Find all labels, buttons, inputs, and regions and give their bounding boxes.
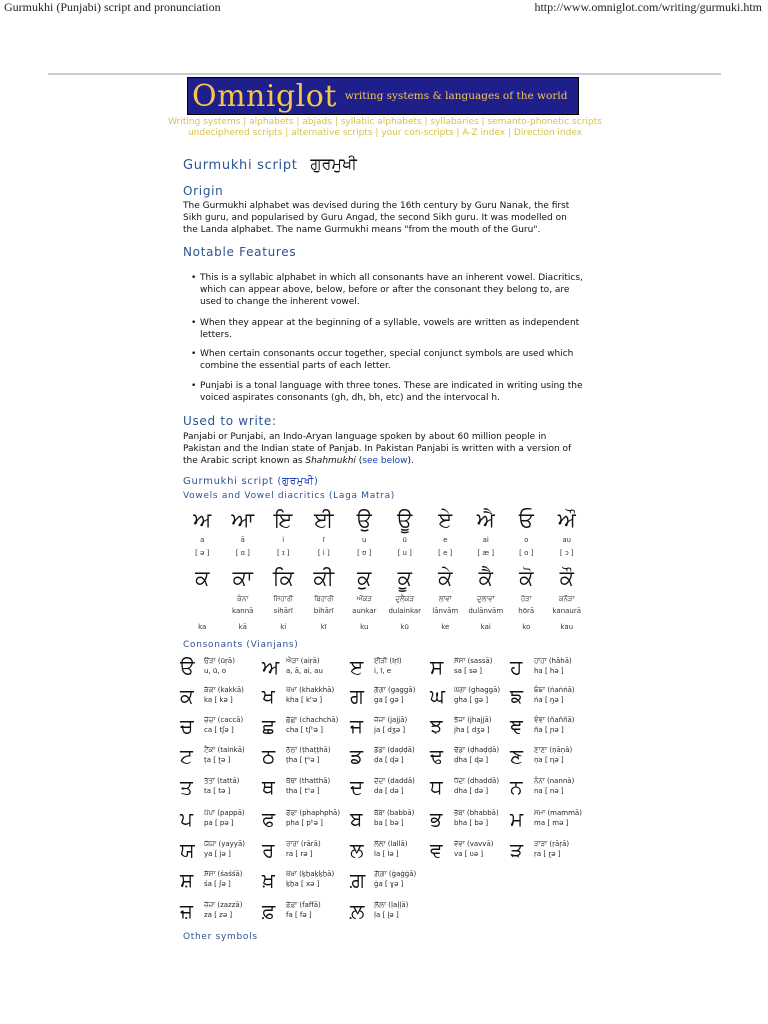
consonant-name: ਖੱਖਾ (khakkhā) <box>286 686 335 694</box>
consonant-letter: ਗ਼ <box>350 868 366 892</box>
diacritic-letter: ਕੋ <box>519 566 534 590</box>
diacritic-name <box>182 607 223 615</box>
vowel-ipa: [ o ] <box>519 549 534 557</box>
consonant-name: ਢੱਡਾ (ḍhaḍḍā) <box>454 746 500 754</box>
vowel-letter: ਓ <box>518 508 534 532</box>
consonant-translit: ña [ ɲə ] <box>534 726 564 734</box>
consonant-name: ਠੱਠਾ (ṭhaṭṭhā) <box>286 746 331 754</box>
consonant-letter: ਤ <box>180 775 193 799</box>
consonant-name: ਖ਼ੱਖ਼ਾ (ḵẖaḵḵẖā) <box>286 870 335 878</box>
vowels-heading: Vowels and Vowel diacritics (Laga Matra) <box>183 491 395 501</box>
consonant-translit: jha [ dʒə ] <box>454 726 490 734</box>
diacritic-letter: ਕੈ <box>478 566 493 590</box>
consonant-name: ਯੱਯਾ (yayyā) <box>204 840 245 848</box>
consonant-translit: ta [ tə ] <box>204 787 231 795</box>
vowel-translit: a <box>200 536 205 544</box>
consonant-name: ਲੱਲਾ (lallā) <box>374 840 408 848</box>
consonant-letter: ਮ <box>510 807 524 831</box>
consonant-name: ਵੱਵਾ (vavvā) <box>454 840 494 848</box>
page-heading <box>183 154 357 174</box>
diacritic-native-name: ਲਾਂਵਾਂ <box>438 595 452 603</box>
see-below-link[interactable]: see below <box>362 456 408 466</box>
vowel-letter: ਉ <box>356 508 372 532</box>
vowel-ipa: [ u ] <box>397 549 412 557</box>
vowel-ipa-row <box>182 549 587 557</box>
consonant-name: ਰਾਰਾ (rārā) <box>286 840 321 848</box>
diacritic-examples-row <box>182 623 587 631</box>
diacritic-example: kī <box>320 623 327 631</box>
vowel-translit: ai <box>482 536 489 544</box>
diacritic-name: hōrā <box>518 607 535 615</box>
consonant-translit: ra [ rə ] <box>286 850 313 858</box>
consonant-letter: ਠ <box>262 744 276 768</box>
consonant-letter: ਖ਼ <box>262 868 275 892</box>
diacritic-example: ke <box>441 623 450 631</box>
consonant-name: ੜਾੜਾ (ṛāṛā) <box>534 840 570 848</box>
consonant-translit: ba [ bə ] <box>374 819 404 827</box>
consonant-cell <box>350 900 454 922</box>
diacritic-letter: ਕ <box>195 566 210 590</box>
consonant-name: ਲ਼ੱਲ਼ਾ (ḷaḷḷā) <box>374 901 409 909</box>
consonant-translit: ca [ tʃə ] <box>204 726 234 734</box>
vowel-translit: e <box>443 536 448 544</box>
consonant-name: ਝੱਜਾ (jhajjā) <box>454 716 492 724</box>
diacritic-native-name: ਦੁਲੈਂਕੜ <box>395 595 415 603</box>
consonant-cell <box>510 685 614 707</box>
consonant-letter: ਘ <box>430 684 445 708</box>
diacritic-name: dulainkar <box>388 607 422 615</box>
diacritic-name: aunkar <box>352 607 377 615</box>
consonant-letter: ਵ <box>430 838 443 862</box>
used-heading: Used to write: <box>183 414 277 428</box>
consonant-cell <box>510 839 614 861</box>
vowel-ipa: [ ə ] <box>195 549 210 557</box>
consonant-name: ਐੜਾ (aiṛā) <box>286 657 320 665</box>
diacritic-native-name: ਦੁਲਾਵਾਂ <box>476 595 495 603</box>
diacritic-letter: ਕੌ <box>559 566 574 590</box>
consonant-translit: la [ lə ] <box>374 850 399 858</box>
consonant-name: ਞੰਞਾ (ñaññā) <box>534 716 575 724</box>
diacritic-native-name: ਸਿਹਾਰੀ <box>273 595 294 603</box>
consonant-letter: ਟ <box>180 744 193 768</box>
vowel-ipa: [ ɑ ] <box>235 549 250 557</box>
nav-links-line2[interactable]: undeciphered scripts | alternative scripts | your con-scripts | A-Z index | Direction index <box>187 128 583 138</box>
feature-item: • Punjabi is a tonal language with three tones. These are indicated in writing using the voiced aspirates consonants (gh, dh, bh, etc) and the intervocal h. <box>200 380 586 404</box>
vowel-translit: i <box>282 536 285 544</box>
consonant-name: ਬੱਬਾ (babbā) <box>374 809 415 817</box>
origin-heading: Origin <box>183 184 224 198</box>
diacritic-example: ka <box>198 623 207 631</box>
consonant-letter: ਢ <box>430 744 444 768</box>
feature-item: • This is a syllabic alphabet in which all consonants have an inherent vowel. Diacritics, which can appear above, below, before or after the consonant they belong to, are used to change the inherent vowel. <box>200 272 586 308</box>
diacritic-example: kū <box>400 623 409 631</box>
vowel-letter: ਇ <box>274 508 293 532</box>
consonant-letter: ਸ <box>430 655 444 679</box>
consonant-translit: ha [ hə ] <box>534 667 564 675</box>
vowel-translit: u <box>362 536 367 544</box>
consonant-letter: ਪ <box>180 807 193 831</box>
diacritic-native-name: ਕੰਨਾ <box>237 595 249 603</box>
vowel-translit: ī <box>322 536 325 544</box>
consonant-translit: ṛa [ ɽə ] <box>534 850 561 858</box>
script-heading <box>183 476 319 487</box>
diacritic-letters-row <box>182 566 587 590</box>
vowel-letter: ਆ <box>231 508 255 532</box>
consonant-translit: da [ də ] <box>374 787 404 795</box>
consonant-name: ਟੈਂਕਾ (tainkā) <box>204 746 245 754</box>
consonant-letter: ਧ <box>430 775 443 799</box>
vowel-ipa: [ e ] <box>438 549 453 557</box>
consonant-letter: ਖ <box>262 684 275 708</box>
consonant-letter: ਬ <box>350 807 363 831</box>
consonant-letter: ੜ <box>510 838 524 862</box>
consonant-translit: pa [ pə ] <box>204 819 234 827</box>
page-heading-native: ਗੁਰਮੁਖੀ <box>310 154 357 173</box>
diacritic-example: kau <box>560 623 574 631</box>
diacritic-name: kannā <box>232 607 254 615</box>
consonant-letter: ਕ <box>180 684 194 708</box>
vowel-translit: ā <box>240 536 245 544</box>
consonant-letter: ਫ <box>262 807 276 831</box>
consonant-name: ਮੱਮਾ (mammā) <box>534 809 582 817</box>
consonant-letter: ਦ <box>350 775 364 799</box>
used-text <box>183 431 583 467</box>
consonant-translit: ġa [ ɣə ] <box>374 880 404 888</box>
diacritic-letter: ਕਿ <box>272 566 294 590</box>
consonant-cell <box>510 745 614 767</box>
consonant-name: ਹਾਹਾ (hāhā) <box>534 657 572 665</box>
diacritic-native-name: ਹੋੜਾ <box>520 595 532 603</box>
consonant-translit: śa [ ʃə ] <box>204 880 231 888</box>
origin-text: The Gurmukhi alphabet was devised during the 16th century by Guru Nanak, the first Sikh guru, and popularised by Guru Angad, the second Sikh guru. It was modelled on the Landa alphabet. The name Gurmukhi means "from the mouth of the Guru". <box>183 201 570 235</box>
consonant-cell <box>510 776 614 798</box>
consonant-letter: ਜ <box>350 714 364 738</box>
consonant-name: ਕੱਕਾ (kakkā) <box>204 686 244 694</box>
consonant-name: ਪੱਪਾ (pappā) <box>204 809 245 817</box>
consonant-letter: ੲ <box>350 655 364 679</box>
consonant-name: ਜੱਜਾ (jajjā) <box>374 716 408 724</box>
consonant-translit: ja [ dʒə ] <box>374 726 406 734</box>
diacritic-names-row <box>182 607 587 615</box>
consonant-translit: za [ zə ] <box>204 911 233 919</box>
consonant-translit: na [ nə ] <box>534 787 564 795</box>
consonant-cell <box>510 656 614 678</box>
feature-item: • When certain consonants occur together, special conjunct symbols are used which combine the essential parts of each letter. <box>200 348 586 372</box>
diacritic-native-name: ਔਂਕੜ <box>356 595 372 603</box>
diacritic-example: kai <box>480 623 491 631</box>
banner-tagline: writing systems & languages of the world <box>344 90 568 102</box>
vowel-letter: ਏ <box>438 508 453 532</box>
consonant-name: ਈੜੀ (īṛī) <box>374 657 402 665</box>
features-heading: Notable Features <box>183 245 297 259</box>
consonant-name: ਫੱਫਾ (phaphphā) <box>286 809 341 817</box>
consonant-letter: ਗ <box>350 684 364 708</box>
consonant-name: ਧੱਦਾ (dhaddā) <box>454 777 500 785</box>
consonant-translit: va [ ʋə ] <box>454 850 484 858</box>
diacritic-example: ko <box>522 623 531 631</box>
diacritic-letter: ਕੁ <box>357 566 372 590</box>
consonant-name: ਡੱਡਾ (ḍaḍḍā) <box>374 746 415 754</box>
consonant-translit: fa [ fə ] <box>286 911 312 919</box>
vowel-ipa: [ ɔ ] <box>559 549 574 557</box>
consonant-letter: ਞ <box>510 714 523 738</box>
vowel-letter: ਔ <box>557 508 576 532</box>
consonant-translit: ma [ mə ] <box>534 819 569 827</box>
vowel-translit: ū <box>402 536 407 544</box>
consonant-name: ਘੱਗਾ (ghaggā) <box>454 686 501 694</box>
diacritic-letter: ਕੀ <box>313 566 335 590</box>
consonant-name: ਛੱਛਾ (chachchā) <box>286 716 339 724</box>
banner-logo: Omniglot <box>192 78 337 114</box>
diacritic-name: bihārī <box>313 607 334 615</box>
consonant-translit: a, ā, ai, au <box>286 667 323 675</box>
diacritic-native-names-row <box>182 595 587 604</box>
consonant-letter: ਲ਼ <box>350 899 365 923</box>
vowel-translit-row <box>182 536 587 544</box>
consonant-cell <box>510 715 614 737</box>
consonant-translit: bha [ bə ] <box>454 819 489 827</box>
consonant-letter: ਜ਼ <box>180 899 194 923</box>
diacritic-example: kā <box>238 623 247 631</box>
diacritic-native-name: ਕਨੌੜਾ <box>558 595 575 603</box>
script-heading-close: ) <box>313 476 319 487</box>
vowel-translit: au <box>562 536 572 544</box>
consonant-name: ਥੱਥਾ (thatthā) <box>286 777 331 785</box>
vowel-translit: o <box>524 536 529 544</box>
consonant-name: ਭੱਬਾ (bhabbā) <box>454 809 499 817</box>
diacritic-name: kanaurā <box>552 607 582 615</box>
consonant-translit: i, ī, e <box>374 667 392 675</box>
consonant-translit: ya [ jə ] <box>204 850 231 858</box>
consonant-name: ੳੜਾ (ūṛā) <box>204 657 235 665</box>
consonant-translit: ṇa [ ɳə ] <box>534 756 564 764</box>
page-heading-text: Gurmukhi script <box>183 158 298 173</box>
vowel-letter: ਈ <box>314 508 334 532</box>
consonant-translit: ga [ gə ] <box>374 696 404 704</box>
consonant-translit: kha [ kʰə ] <box>286 696 323 704</box>
consonant-letter: ਹ <box>510 655 523 679</box>
other-symbols-heading: Other symbols <box>183 932 258 942</box>
consonant-translit: ḵẖa [ xə ] <box>286 880 320 888</box>
consonant-letter: ਥ <box>262 775 275 799</box>
script-heading-native[interactable]: ਗੁਰਮੁਖੀ <box>282 476 314 487</box>
nav-links[interactable] <box>162 117 608 139</box>
consonant-letter: ਲ <box>350 838 364 862</box>
vowel-letters-row <box>182 508 587 532</box>
consonant-letter: ਚ <box>180 714 194 738</box>
consonant-letter: ਭ <box>430 807 443 831</box>
vowel-letter: ਅ <box>193 508 212 532</box>
consonant-translit: pha [ pʰə ] <box>286 819 323 827</box>
consonant-name: ਸ਼ੱਸ਼ਾ (śaśśā) <box>204 870 243 878</box>
diacritic-native-name <box>182 595 223 604</box>
diacritic-name: lānvām <box>432 607 459 615</box>
page-title-header: Gurmukhi (Punjabi) script and pronunciation <box>4 0 221 14</box>
consonant-name: ਙੰਙਾ (ṅaṅṅā) <box>534 686 575 694</box>
consonant-cell <box>510 808 614 830</box>
consonant-letter: ੳ <box>180 655 195 679</box>
consonant-letter: ਨ <box>510 775 523 799</box>
consonant-cell <box>350 869 454 891</box>
consonant-name: ਗੱਗਾ (gaggā) <box>374 686 416 694</box>
consonant-letter: ਅ <box>262 655 280 679</box>
consonant-letter: ਫ਼ <box>262 899 276 923</box>
consonant-name: ਗ਼ੱਗ਼ਾ (ġaġġā) <box>374 870 417 878</box>
consonant-letter: ਣ <box>510 744 524 768</box>
used-text-c: ( <box>355 456 363 466</box>
consonant-letter: ਰ <box>262 838 275 862</box>
divider <box>48 73 721 75</box>
consonant-translit: ka [ kə ] <box>204 696 233 704</box>
consonants-heading: Consonants (Vianjans) <box>183 640 299 650</box>
consonant-translit: tha [ tʰə ] <box>286 787 320 795</box>
consonant-name: ਦੱਦਾ (daddā) <box>374 777 415 785</box>
consonant-translit: u, ū, o <box>204 667 227 675</box>
consonant-letter: ਸ਼ <box>180 868 194 892</box>
consonant-letter: ਝ <box>430 714 443 738</box>
diacritic-letter: ਕੇ <box>438 566 453 590</box>
vowel-ipa: [ ʊ ] <box>357 549 372 557</box>
diacritic-name: dulānvām <box>468 607 504 615</box>
consonant-name: ਫ਼ੱਫ਼ਾ (faffā) <box>286 901 321 909</box>
consonant-translit: ḍa [ ɖə ] <box>374 756 404 764</box>
diacritic-letter: ਕਾ <box>232 566 253 590</box>
consonant-name: ਸੱਸਾ (sassā) <box>454 657 493 665</box>
consonant-translit: dha [ də ] <box>454 787 489 795</box>
vowel-ipa: [ æ ] <box>477 549 495 557</box>
diacritic-native-name: ਬਿਹਾਰੀ <box>314 595 334 603</box>
diacritic-name: sihārī <box>273 607 293 615</box>
diacritic-example: ki <box>280 623 287 631</box>
vowel-ipa: [ ɪ ] <box>276 549 290 557</box>
consonant-name: ਣਾਣਾ (ṇāṇā) <box>534 746 573 754</box>
script-heading-label: Gurmukhi script ( <box>183 476 283 487</box>
diacritic-letter: ਕੂ <box>397 566 412 590</box>
nav-links-line1[interactable]: Writing systems | alphabets | abjads | syllabic alphabets | syllabaries | semanto-phonetic scripts <box>168 117 602 127</box>
consonant-letter: ਙ <box>510 684 523 708</box>
consonant-name: ਨੰਨਾ (nannā) <box>534 777 575 785</box>
consonant-letter: ਯ <box>180 838 195 862</box>
consonant-name: ਚੱਚਾ (caccā) <box>204 716 244 724</box>
feature-item: • When they appear at the beginning of a syllable, vowels are written as independent letters. <box>200 317 586 341</box>
consonant-translit: cha [ tʃʰə ] <box>286 726 323 734</box>
vowel-ipa: [ i ] <box>317 549 330 557</box>
diacritic-example: ku <box>360 623 369 631</box>
used-text-d: ). <box>407 456 414 466</box>
vowel-letter: ਐ <box>476 508 495 532</box>
consonant-translit: sa [ sə ] <box>454 667 483 675</box>
consonant-name: ਤੱਤਾ (tattā) <box>204 777 240 785</box>
consonant-translit: ṭa [ ʈə ] <box>204 756 231 764</box>
consonant-translit: gha [ gə ] <box>454 696 489 704</box>
consonant-letter: ਛ <box>262 714 276 738</box>
consonant-letter: ਡ <box>350 744 363 768</box>
omniglot-banner[interactable] <box>187 77 579 115</box>
consonant-translit: ṭha [ ʈʰə ] <box>286 756 320 764</box>
vowel-letter: ਊ <box>397 508 413 532</box>
consonant-translit: ḷa [ ɭə ] <box>374 911 399 919</box>
page-url-header[interactable]: http://www.omniglot.com/writing/gurmuki.htm <box>534 0 762 14</box>
used-text-shahmukhi: Shahmukhi <box>305 456 356 466</box>
consonant-translit: ṅa [ ŋə ] <box>534 696 564 704</box>
consonant-name: ਜ਼ੱਜ਼ਾ (zazzā) <box>204 901 243 909</box>
consonant-translit: ḍha [ ɖə ] <box>454 756 489 764</box>
used-text-a: Panjabi or Punjabi, an Indo-Aryan language spoken by about 60 million people in Pakistan and the Indian state of Panjab. In Pakistan Panjabi is written with a version of the Arabic script known as <box>183 432 572 466</box>
